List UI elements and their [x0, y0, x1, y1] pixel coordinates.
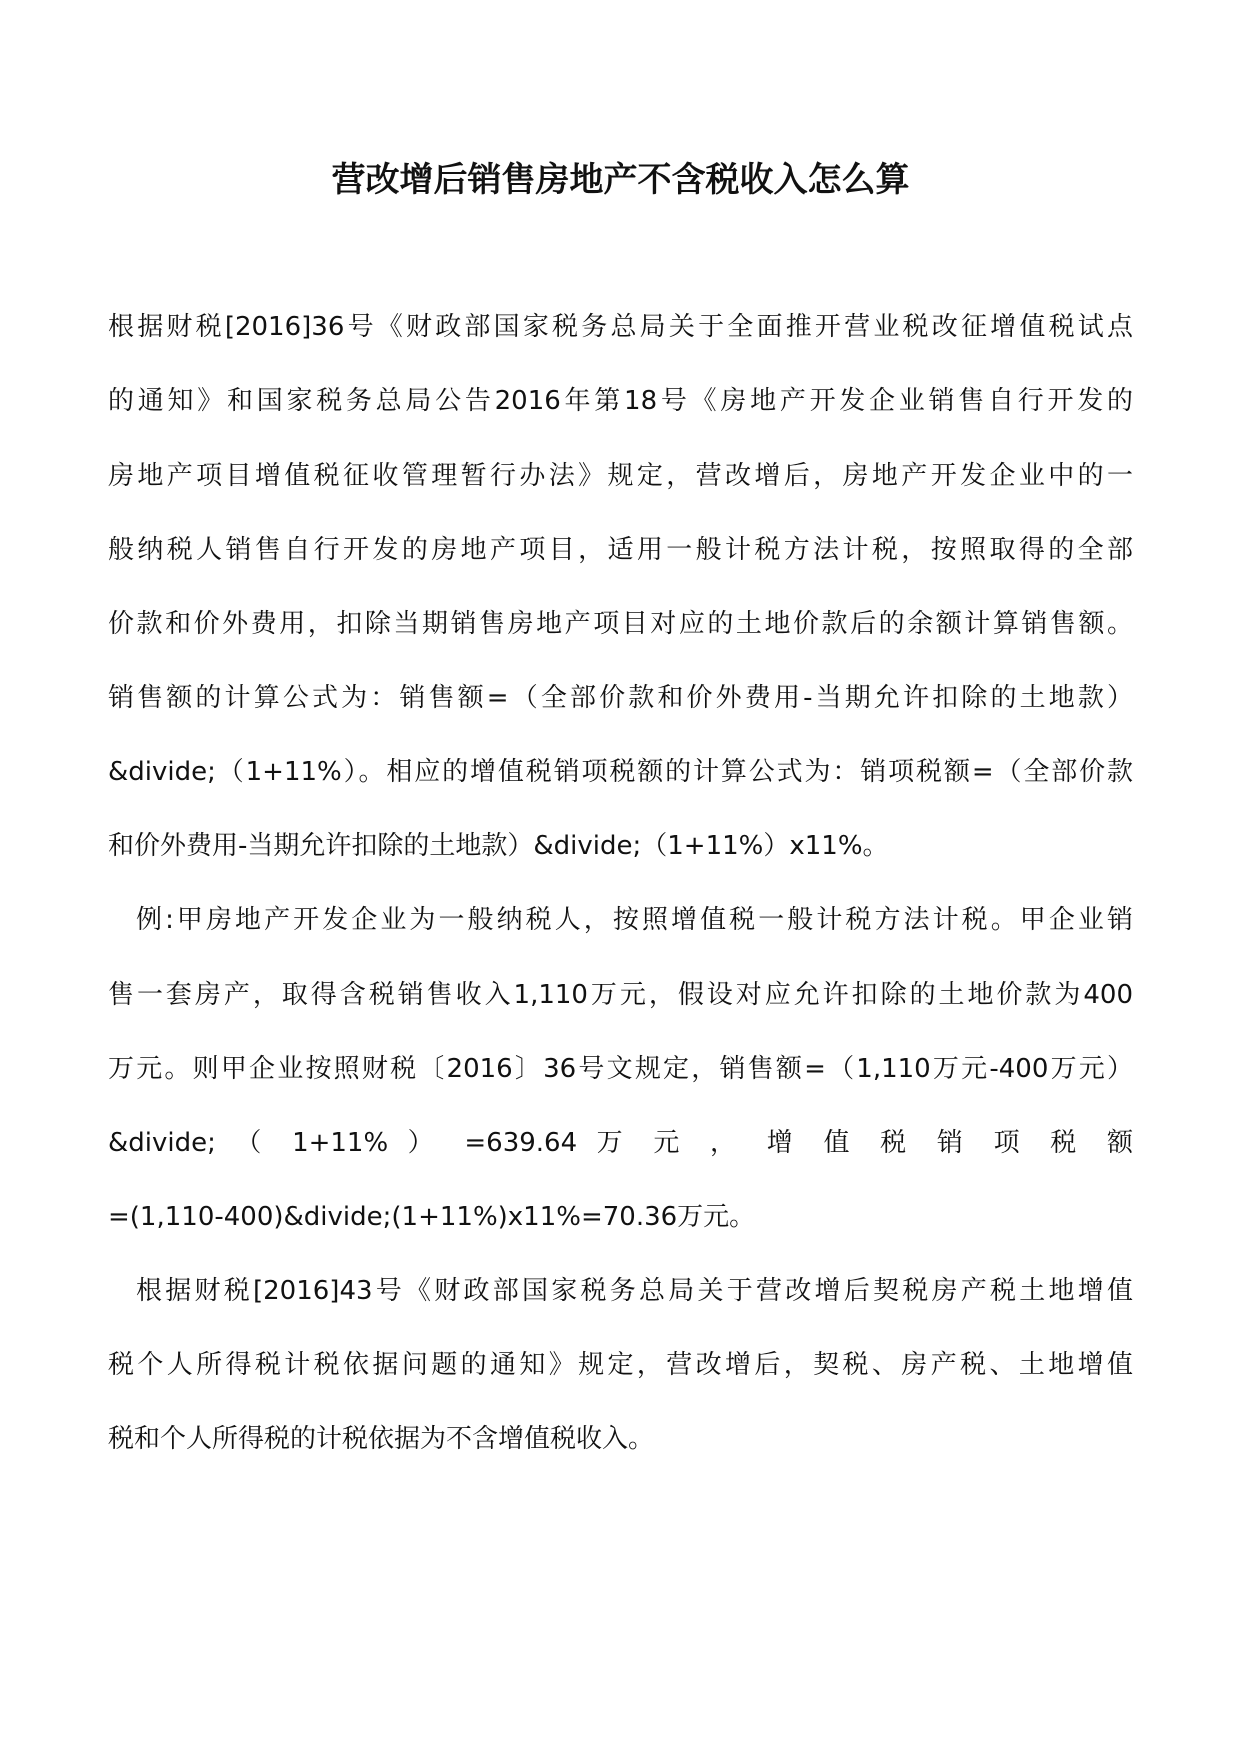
- paragraph-line: 般纳税人销售自行开发的房地产项目，适用一般计税方法计税，按照取得的全部: [108, 535, 1133, 565]
- paragraph-line: 销售额的计算公式为：销售额=（全部价款和价外费用-当期允许扣除的土地款）: [108, 683, 1133, 713]
- paragraph-line: 的通知》和国家税务总局公告2016年第18号《房地产开发企业销售自行开发的: [108, 386, 1133, 416]
- paragraph-line: 和价外费用-当期允许扣除的土地款）&divide;（1+11%）x11%。: [108, 831, 889, 861]
- paragraph-line: &divide; （ 1+11% ） =639.64 万 元 ， 增 值 税 销 项 税 额: [108, 1128, 1133, 1158]
- paragraph-line: 房地产项目增值税征收管理暂行办法》规定，营改增后，房地产开发企业中的一: [108, 461, 1133, 491]
- paragraph-line: 根据财税[2016]36号《财政部国家税务总局关于全面推开营业税改征增值税试点: [108, 312, 1133, 342]
- paragraph-line: 根据财税[2016]43号《财政部国家税务总局关于营改增后契税房产税土地增值: [136, 1276, 1133, 1306]
- paragraph-line: 税和个人所得税的计税依据为不含增值税收入。: [108, 1424, 655, 1454]
- paragraph-line: 万元。则甲企业按照财税〔2016〕36号文规定，销售额=（1,110万元-400万元）: [108, 1054, 1133, 1084]
- paragraph-line: =(1,110-400)&divide;(1+11%)x11%=70.36万元。: [108, 1202, 756, 1232]
- document-title: 营改增后销售房地产不含税收入怎么算: [331, 160, 910, 200]
- paragraph-line: 税个人所得税计税依据问题的通知》规定，营改增后，契税、房产税、土地增值: [108, 1350, 1133, 1380]
- paragraph-line: 例:甲房地产开发企业为一般纳税人，按照增值税一般计税方法计税。甲企业销: [136, 905, 1133, 935]
- paragraph-line: 价款和价外费用，扣除当期销售房地产项目对应的土地价款后的余额计算销售额。: [108, 609, 1133, 639]
- paragraph-line: &divide;（1+11%）。相应的增值税销项税额的计算公式为：销项税额=（全部价款: [108, 757, 1133, 787]
- paragraph-line: 售一套房产，取得含税销售收入1,110万元，假设对应允许扣除的土地价款为400: [108, 980, 1133, 1010]
